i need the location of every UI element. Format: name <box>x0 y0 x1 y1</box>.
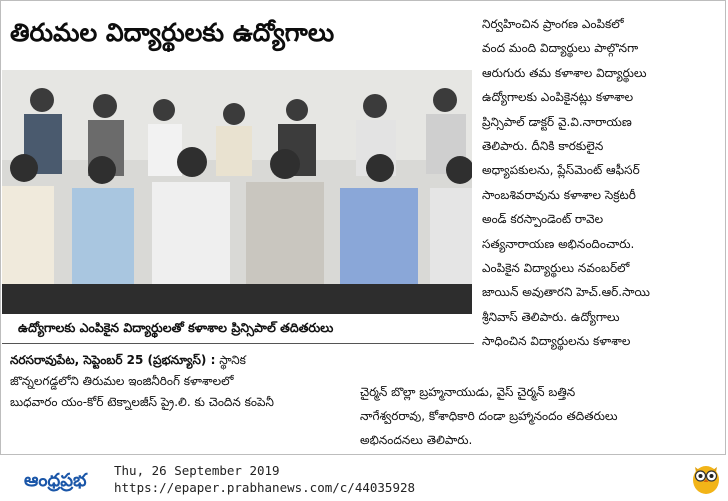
logo-text: ఆంధ్రప్రభ <box>24 470 87 491</box>
closing-paragraph <box>360 380 720 452</box>
lead-text: స్థానిక <box>219 353 246 367</box>
column-line: ఎంపికైన విద్యార్థులు నవంబర్‌లో <box>482 261 630 276</box>
caption-divider <box>2 343 474 344</box>
closing-line: అభినందనలు తెలిపారు. <box>360 433 473 447</box>
lead-line-2: జొన్నలగడ్డలోని తిరుమల ఇంజినీరింగ్ కళాశాలలో <box>10 374 234 388</box>
column-line: ఆరుగురు తమ కళాశాల విద్యార్థులు <box>482 65 647 80</box>
closing-line: నాగేశ్వరరావు, కోశాధికారి దండా బ్రహ్మానందం తదితరులు <box>360 409 618 423</box>
column-line: ఉద్యోగాలకు ఎంపికైనట్లు కళాశాల <box>482 90 634 105</box>
photo-caption: ఉద్యోగాలకు ఎంపికైన విద్యార్థులతో కళాశాల ప్రిన్సిపాల్ తదితరులు <box>18 320 334 335</box>
edition-date: Thu, 26 September 2019 <box>114 463 280 478</box>
article-headline: తిరుమల విద్యార్థులకు ఉద్యోగాలు <box>10 18 335 47</box>
column-line: వంద మంది విద్యార్థులు పాల్గొనగా <box>482 41 639 56</box>
group-photo <box>2 70 472 314</box>
lead-line-3: బుధవారం యం-కోర్ టెక్నాలజీస్ ప్రై.లి. కు చెందిన కంపెనీ <box>10 395 274 409</box>
column-line: శ్రీనివాస్ తెలిపారు. ఉద్యోగాలు <box>482 309 620 324</box>
column-line: సత్యనారాయణ అభినందించారు. <box>482 236 635 251</box>
column-line: సాధించిన విద్యార్థులను కళాశాల <box>482 334 631 349</box>
column-line: సాంబశివరావును కళాశాల సెక్రటరీ <box>482 187 636 202</box>
owl-icon <box>690 461 722 495</box>
dateline: నరసరావుపేట, సెప్టెంబర్ 25 (ప్రభన్యూస్) : <box>10 353 216 367</box>
lead-line-1 <box>10 350 472 371</box>
edition-url[interactable]: https://epaper.prabhanews.com/c/44035928 <box>114 480 416 495</box>
closing-line: చైర్మన్ బొల్లా బ్రహ్మనాయుడు, వైస్ చైర్మన్ బత్తిన <box>360 385 576 399</box>
andhraprabha-logo-icon[interactable] <box>22 462 108 494</box>
footer-meta <box>114 462 415 496</box>
column-line: ప్రిన్సిపాల్ డాక్టర్ వై.వి.నారాయణ <box>482 114 632 129</box>
column-line: అండ్ కరస్పాండెంట్ రావెల <box>482 212 604 227</box>
column-line: అధ్యాపకులను, ప్లేస్‌మెంట్ ఆఫీసర్ <box>482 163 640 178</box>
column-line: తెలిపారు. దీనికి కారకులైన <box>482 139 604 154</box>
right-column <box>482 12 718 354</box>
column-line: జాయిన్ అవుతారని హెచ్.ఆర్.సాయి <box>482 285 650 300</box>
column-line: నిర్వహించిన ప్రాంగణ ఎంపికలో <box>482 17 624 31</box>
